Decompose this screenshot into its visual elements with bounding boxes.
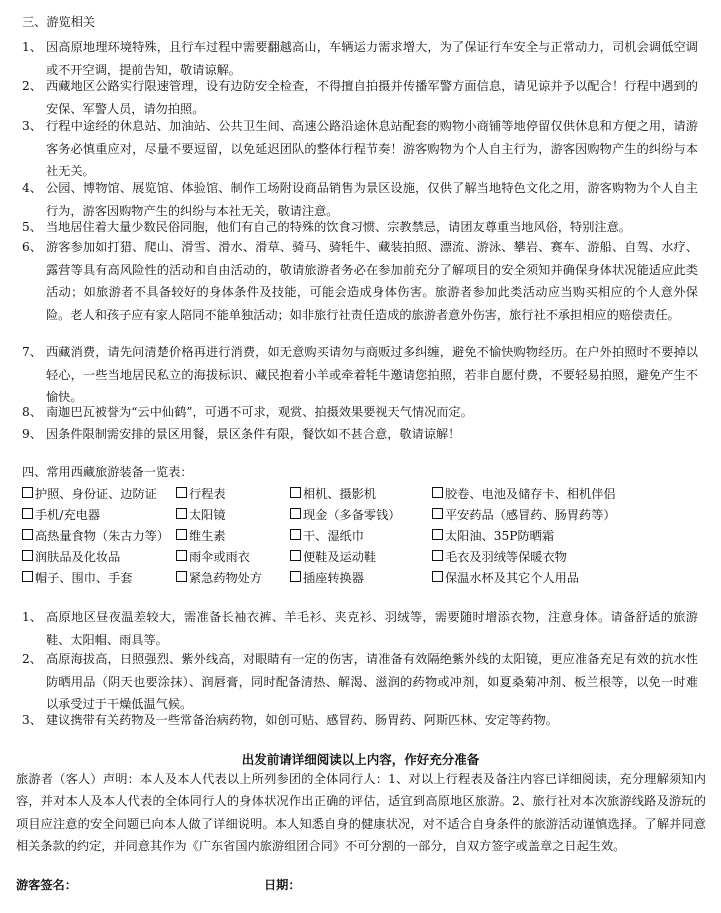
checklist-item[interactable] — [176, 568, 262, 588]
checkbox-icon[interactable] — [432, 550, 443, 561]
checklist-item-label: 紧急药物处方 — [189, 571, 263, 585]
checkbox-icon[interactable] — [432, 508, 443, 519]
section-4-title: 四、常用西藏旅游装备一览表： — [22, 465, 193, 479]
checklist-item-label: 润肤品及化妆品 — [35, 550, 121, 564]
tour-note-text: 公园、博物馆、展览馆、体验馆、制作工场附设商品销售为景区设施，仅供了解当地特色文化之用，游客购物为个人自主行为，游客因购物产生的纠纷与本社无关，敬请注意。 — [46, 181, 698, 218]
checklist-item-label: 便鞋及运动鞋 — [303, 550, 377, 564]
checklist-item[interactable] — [290, 505, 401, 525]
tour-note-3 — [22, 115, 698, 183]
tour-note-2 — [22, 75, 698, 120]
notice-heading: 出发前请详细阅读以上内容，作好充分准备 — [241, 752, 480, 767]
checklist-item-label: 护照、身份证、边防证 — [35, 487, 157, 501]
checklist-item-label: 太阳镜 — [189, 508, 226, 522]
checkbox-icon[interactable] — [432, 487, 443, 498]
tour-note-number: 4、 — [22, 181, 42, 195]
checklist-item[interactable] — [432, 568, 579, 588]
tour-note-text: 西藏消费，请先问清楚价格再进行消费，如无意购买请勿与商贩过多纠缠，避免不愉快购物经历。在户外拍照时不要掉以轻心，一些当地居民私立的海拔标识、藏民抱着小羊或牵着牦牛邀请您拍照，若非自愿付费，不要轻易拍照，避免产生不愉快。 — [46, 345, 698, 404]
checklist-row — [22, 547, 712, 567]
checklist-item[interactable] — [290, 547, 376, 567]
checkbox-icon[interactable] — [432, 571, 443, 582]
gear-note-number: 2、 — [22, 652, 42, 666]
tour-note-number: 6、 — [22, 240, 42, 254]
checklist-item[interactable] — [432, 505, 616, 525]
tour-note-text: 南迦巴瓦被誉为“云中仙鹤”，可遇不可求，观赏、拍摄效果要视天气情况而定。 — [46, 405, 473, 419]
checklist-item-label: 相机、摄影机 — [303, 487, 377, 501]
checklist-item[interactable] — [22, 484, 157, 504]
tour-note-text: 行程中途经的休息站、加油站、公共卫生间、高速公路沿途休息站配套的购物小商铺等地停留仅供休息和方便之用，请游客务必慎重应对，尽量不要逗留，以免延迟团队的整体行程节奏！游客购物为个人自主行为，游客因购物产生的纠纷与本社无关。 — [46, 119, 698, 178]
gear-note-number: 1、 — [22, 610, 42, 624]
checklist-item[interactable] — [432, 484, 616, 504]
gear-note-number: 3、 — [22, 713, 42, 727]
checkbox-icon[interactable] — [22, 487, 33, 498]
tour-note-number: 5、 — [22, 220, 42, 234]
tour-note-text: 因高原地理环境特殊，且行车过程中需要翻越高山，车辆运力需求增大，为了保证行车安全与正常动力，司机会调低空调或不开空调，提前告知，敬请谅解。 — [46, 40, 698, 77]
tour-note-number: 9、 — [22, 427, 42, 441]
checkbox-icon[interactable] — [22, 571, 33, 582]
checklist-item-label: 维生素 — [189, 529, 226, 543]
checklist-item-label: 行程表 — [189, 487, 226, 501]
checklist-item[interactable] — [22, 505, 100, 525]
checklist-item[interactable] — [22, 526, 169, 546]
checklist-item-label: 毛衣及羽绒等保暖衣物 — [445, 550, 567, 564]
section-3-title: 三、游览相关 — [22, 15, 96, 29]
gear-note-3 — [22, 709, 698, 732]
checklist-item-label: 胶卷、电池及储存卡、相机伴侣 — [445, 487, 616, 501]
tourist-statement: 旅游者（客人）声明：本人及本人代表以上所列参团的全体同行人：1、对以上行程表及备注内容已详细阅读，充分理解须知内容，并对本人及本人代表的全体同行人的身体状况作出正确的评估，适宜到高原地区旅游。2、旅行社对本次旅游线路及游玩的项目应注意的安全问题已向本人做了详细说明。本人知悉自身的健康状况，对不适合自身条件的旅游活动谨慎选择。了解并同意相关条款的约定，并同意其作为《广东省国内旅游组团合同》不可分割的一部分，自双方签字或盖章之日起生效。 — [16, 772, 706, 853]
tour-note-8 — [22, 401, 698, 424]
date-label: 日期： — [264, 878, 301, 892]
tour-note-6 — [22, 236, 698, 326]
tourist-signature-label: 游客签名： — [16, 878, 77, 892]
tour-note-number: 2、 — [22, 79, 42, 93]
checkbox-icon[interactable] — [290, 571, 301, 582]
checkbox-icon[interactable] — [176, 550, 187, 561]
checklist-item[interactable] — [22, 547, 120, 567]
checklist-item-label: 太阳油、35P防晒霜 — [445, 529, 555, 543]
tour-note-text: 游客参加如打猎、爬山、滑雪、滑水、滑草、骑马、骑牦牛、藏装拍照、漂流、游泳、攀岩、赛车、游船、自驾、水疗、露营等具有高风险性的活动和自由活动的，敬请旅游者务必在参加前充分了解项目的安全须知并确保身体状况能适应此类活动；如旅游者不具备较好的身体条件及技能，可能会造成身体伤害。旅游者参加此类活动应当购买相应的个人意外保险。老人和孩子应有家人陪同不能单独活动；如非旅行社责任造成的旅游者意外伤害，旅行社不承担相应的赔偿责任。 — [46, 240, 698, 322]
checklist-item[interactable] — [290, 526, 364, 546]
tour-note-number: 8、 — [22, 405, 42, 419]
checklist-item[interactable] — [176, 526, 226, 546]
checklist-item[interactable] — [176, 505, 226, 525]
checklist-item[interactable] — [432, 526, 554, 546]
gear-note-text: 高原地区昼夜温差较大，需准备长袖衣裤、羊毛衫、夹克衫、羽绒等，需要随时增添衣物，注意身体。请备舒适的旅游鞋、太阳帽、雨具等。 — [46, 610, 698, 647]
checkbox-icon[interactable] — [176, 529, 187, 540]
checkbox-icon[interactable] — [290, 529, 301, 540]
checklist-row — [22, 568, 712, 588]
tour-note-number: 7、 — [22, 345, 42, 359]
checklist-item[interactable] — [22, 568, 133, 588]
checklist-item[interactable] — [290, 484, 376, 504]
checklist-item-label: 平安药品（感冒药、肠胃药等） — [445, 508, 616, 522]
checklist-item-label: 插座转换器 — [303, 571, 364, 585]
tour-note-9 — [22, 423, 698, 446]
checklist-item-label: 现金（多备零钱） — [303, 508, 401, 522]
checkbox-icon[interactable] — [290, 487, 301, 498]
checklist-item[interactable] — [290, 568, 364, 588]
checklist-item[interactable] — [176, 484, 226, 504]
checkbox-icon[interactable] — [22, 508, 33, 519]
checklist-item-label: 高热量食物（朱古力等） — [35, 529, 170, 543]
tour-note-text: 因条件限制需安排的景区用餐，景区条件有限，餐饮如不甚合意，敬请谅解！ — [46, 427, 461, 441]
checklist-row — [22, 505, 712, 525]
checkbox-icon[interactable] — [432, 529, 443, 540]
checklist-item[interactable] — [432, 547, 567, 567]
gear-note-text: 建议携带有关药物及一些常备治病药物，如创可贴、感冒药、肠胃药、阿斯匹林、安定等药物。 — [46, 713, 558, 727]
tour-note-7 — [22, 341, 698, 409]
checkbox-icon[interactable] — [290, 550, 301, 561]
checklist-item-label: 雨伞或雨衣 — [189, 550, 250, 564]
checkbox-icon[interactable] — [176, 487, 187, 498]
checklist-item[interactable] — [176, 547, 250, 567]
checklist-item-label: 帽子、围巾、手套 — [35, 571, 133, 585]
checklist-item-label: 保温水杯及其它个人用品 — [445, 571, 580, 585]
gear-note-2 — [22, 648, 698, 716]
checklist-row — [22, 484, 712, 504]
checkbox-icon[interactable] — [290, 508, 301, 519]
checklist-item-label: 干、湿纸巾 — [303, 529, 364, 543]
checklist-row — [22, 526, 712, 546]
gear-note-text: 高原海拔高，日照强烈、紫外线高，对眼睛有一定的伤害，请准备有效隔绝紫外线的太阳镜，更应准备充足有效的抗水性防晒用品（阴天也要涂抹）、润唇膏，同时配备清热、解渴、滋润的药物或冲剂，如夏桑菊冲剂、板兰根等，以免一时难以承受过于干燥低温气候。 — [46, 652, 698, 711]
gear-note-1 — [22, 606, 698, 651]
tour-note-text: 当地居住着大量少数民俗同胞，他们有自己的特殊的饮食习惯、宗教禁忌，请团友尊重当地风俗，特别注意。 — [46, 220, 631, 234]
checkbox-icon[interactable] — [176, 571, 187, 582]
checkbox-icon[interactable] — [22, 550, 33, 561]
checkbox-icon[interactable] — [22, 529, 33, 540]
checklist-item-label: 手机/充电器 — [35, 508, 101, 522]
tour-note-text: 西藏地区公路实行限速管理，设有边防安全检查，不得擅自拍摄并传播军警方面信息，请见谅并予以配合！行程中遇到的安保、军警人员，请勿拍照。 — [46, 79, 698, 116]
checkbox-icon[interactable] — [176, 508, 187, 519]
tour-note-number: 1、 — [22, 40, 42, 54]
tour-note-number: 3、 — [22, 119, 42, 133]
